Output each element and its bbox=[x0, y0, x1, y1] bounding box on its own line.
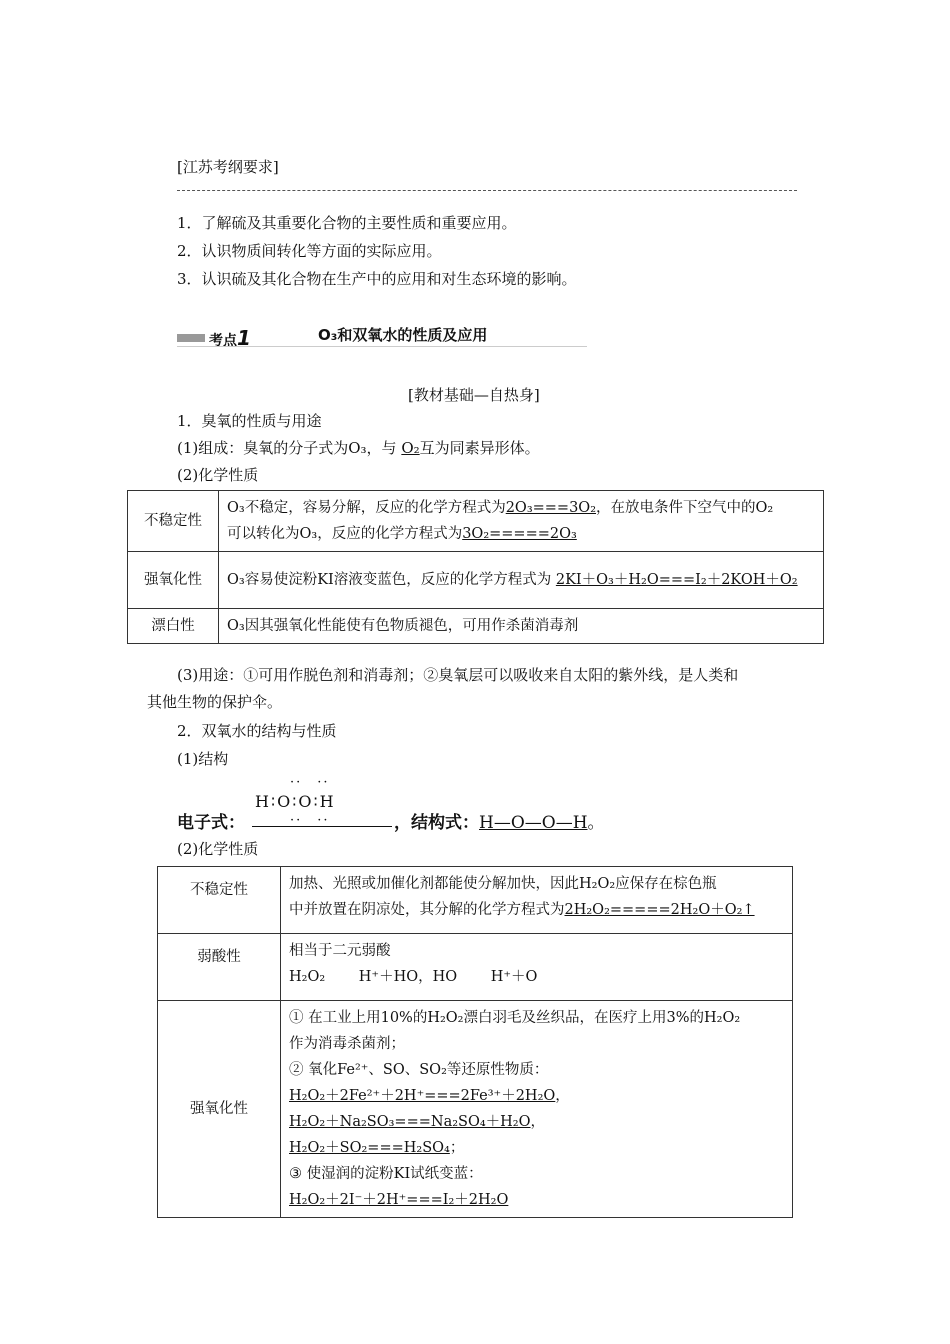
section-badge: 考点1 bbox=[209, 326, 251, 350]
row-label: 弱酸性 bbox=[158, 934, 281, 1001]
table-row bbox=[158, 867, 793, 934]
ozone-use-line1: (3)用途：①可用作脱色剂和消毒剂；②臭氧层可以吸收来自太阳的紫外线，是人类和 bbox=[177, 666, 739, 684]
electron-label: 电子式： bbox=[177, 813, 245, 833]
row-label: 强氧化性 bbox=[128, 552, 219, 609]
row-content: 相当于二元弱酸 H₂O₂ H⁺＋HO，HO H⁺＋O bbox=[281, 934, 793, 1001]
dashed-divider bbox=[177, 190, 797, 191]
ozone-use-line2: 其他生物的保护伞。 bbox=[147, 693, 283, 711]
row-label: 强氧化性 bbox=[158, 1001, 281, 1218]
row-content: 加热、光照或加催化剂都能使分解加快，因此H₂O₂应保存在棕色瓶 中并放置在阴凉处，其分解的化学方程式为2H₂O₂=====2H₂O＋O₂↑ bbox=[281, 867, 793, 934]
table-row bbox=[128, 491, 824, 552]
row-label: 不稳定性 bbox=[158, 867, 281, 934]
requirement-item-1: 1．了解硫及其重要化合物的主要性质和重要应用。 bbox=[177, 214, 517, 232]
structural-line: ，结构式：H—O—O—H。 bbox=[394, 813, 605, 833]
peroxide-chem-heading: (2)化学性质 bbox=[177, 840, 259, 858]
lone-pair-dots: ·· ·· bbox=[290, 813, 330, 828]
row-content: O₃容易使淀粉KI溶液变蓝色，反应的化学方程式为 2KI＋O₃＋H₂O===I₂＋2KOH＋O₂ bbox=[219, 552, 824, 609]
section-underline bbox=[177, 346, 587, 347]
lone-pair-dots: ·· ·· bbox=[290, 775, 330, 790]
requirements-title: [江苏考纲要求] bbox=[177, 158, 279, 176]
ozone-composition: (1)组成：臭氧的分子式为O₃，与 O₂互为同素异形体。 bbox=[177, 439, 540, 457]
subhead: [教材基础—自热身] bbox=[408, 386, 540, 404]
ozone-heading: 1．臭氧的性质与用途 bbox=[177, 412, 322, 430]
section-badge-bar bbox=[177, 334, 205, 342]
ozone-chem-heading: (2)化学性质 bbox=[177, 466, 259, 484]
row-content: O₃因其强氧化性能使有色物质褪色，可用作杀菌消毒剂 bbox=[219, 609, 824, 644]
table-row bbox=[158, 934, 793, 1001]
table-row bbox=[158, 1001, 793, 1218]
table-row bbox=[128, 609, 824, 644]
requirement-item-3: 3．认识硫及其化合物在生产中的应用和对生态环境的影响。 bbox=[177, 270, 577, 288]
row-content: O₃不稳定，容易分解，反应的化学方程式为2O₃===3O₂，在放电条件下空气中的O₂ 可以转化为O₃，反应的化学方程式为3O₂=====2O₃ bbox=[219, 491, 824, 552]
section-title: O₃和双氧水的性质及应用 bbox=[318, 326, 488, 344]
ozone-properties-table bbox=[127, 490, 824, 644]
peroxide-heading: 2．双氧水的结构与性质 bbox=[177, 722, 337, 740]
electron-underline bbox=[252, 826, 392, 827]
row-label: 漂白性 bbox=[128, 609, 219, 644]
table-row bbox=[128, 552, 824, 609]
electron-formula: H∶O∶O∶H bbox=[255, 792, 336, 811]
row-content: ① 在工业上用10%的H₂O₂漂白羽毛及丝织品，在医疗上用3%的H₂O₂ 作为消毒杀菌剂； ② 氧化Fe²⁺、SO、SO₂等还原性物质： H₂O₂＋2Fe²⁺＋2H⁺===2Fe³⁺＋2H₂O， H₂O₂＋Na₂SO₃===Na₂SO₄＋H₂O， H₂O₂＋SO₂===H₂SO₄； ③ 使湿润的淀粉KI试纸变蓝： H₂O₂＋2I⁻＋2H⁺===I₂＋2H₂O bbox=[281, 1001, 793, 1218]
peroxide-properties-table bbox=[157, 866, 793, 1218]
peroxide-structure: (1)结构 bbox=[177, 750, 229, 768]
row-label: 不稳定性 bbox=[128, 491, 219, 552]
requirement-item-2: 2．认识物质间转化等方面的实际应用。 bbox=[177, 242, 442, 260]
